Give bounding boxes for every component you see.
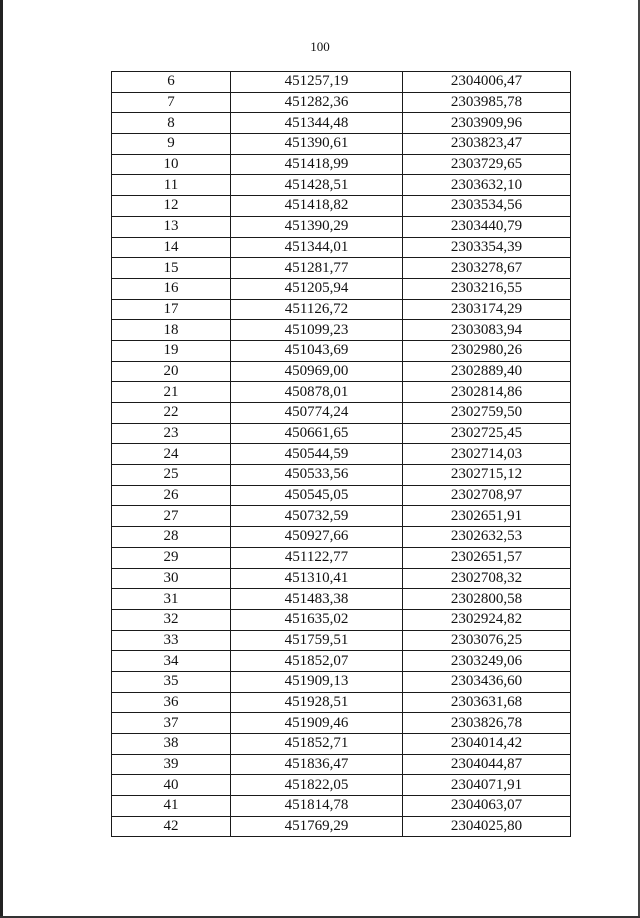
table-row (112, 423, 571, 444)
point-number-cell: 37 (112, 713, 231, 734)
point-number-cell: 23 (112, 423, 231, 444)
x-coordinate-cell: 451836,47 (231, 754, 403, 775)
x-coordinate-cell: 451635,02 (231, 609, 403, 630)
x-coordinate-cell: 450774,24 (231, 403, 403, 424)
y-coordinate-cell: 2303216,55 (403, 278, 571, 299)
y-coordinate-cell: 2303631,68 (403, 692, 571, 713)
y-coordinate-cell: 2303440,79 (403, 216, 571, 237)
table-row (112, 568, 571, 589)
x-coordinate-cell: 451043,69 (231, 340, 403, 361)
table-row (112, 278, 571, 299)
point-number-cell: 35 (112, 671, 231, 692)
x-coordinate-cell: 450732,59 (231, 506, 403, 527)
y-coordinate-cell: 2302759,50 (403, 403, 571, 424)
point-number-cell: 9 (112, 134, 231, 155)
table-row (112, 216, 571, 237)
point-number-cell: 28 (112, 527, 231, 548)
point-number-cell: 33 (112, 630, 231, 651)
table-row (112, 775, 571, 796)
x-coordinate-cell: 451390,29 (231, 216, 403, 237)
y-coordinate-cell: 2303826,78 (403, 713, 571, 734)
y-coordinate-cell: 2303823,47 (403, 134, 571, 155)
table-row (112, 382, 571, 403)
y-coordinate-cell: 2303249,06 (403, 651, 571, 672)
point-number-cell: 7 (112, 92, 231, 113)
y-coordinate-cell: 2303278,67 (403, 258, 571, 279)
table-row (112, 547, 571, 568)
x-coordinate-cell: 451344,01 (231, 237, 403, 258)
point-number-cell: 38 (112, 734, 231, 755)
y-coordinate-cell: 2304006,47 (403, 72, 571, 93)
x-coordinate-cell: 450545,05 (231, 485, 403, 506)
y-coordinate-cell: 2302632,53 (403, 527, 571, 548)
x-coordinate-cell: 451928,51 (231, 692, 403, 713)
y-coordinate-cell: 2302651,91 (403, 506, 571, 527)
y-coordinate-cell: 2303354,39 (403, 237, 571, 258)
point-number-cell: 26 (112, 485, 231, 506)
y-coordinate-cell: 2303076,25 (403, 630, 571, 651)
table-row (112, 237, 571, 258)
table-row (112, 361, 571, 382)
x-coordinate-cell: 451852,71 (231, 734, 403, 755)
table-row (112, 154, 571, 175)
x-coordinate-cell: 451428,51 (231, 175, 403, 196)
point-number-cell: 32 (112, 609, 231, 630)
y-coordinate-cell: 2302814,86 (403, 382, 571, 403)
y-coordinate-cell: 2304014,42 (403, 734, 571, 755)
y-coordinate-cell: 2302725,45 (403, 423, 571, 444)
point-number-cell: 40 (112, 775, 231, 796)
x-coordinate-cell: 451814,78 (231, 796, 403, 817)
y-coordinate-cell: 2303436,60 (403, 671, 571, 692)
y-coordinate-cell: 2303534,56 (403, 196, 571, 217)
y-coordinate-cell: 2304044,87 (403, 754, 571, 775)
point-number-cell: 8 (112, 113, 231, 134)
x-coordinate-cell: 451390,61 (231, 134, 403, 155)
coordinates-table-body (112, 72, 571, 837)
point-number-cell: 39 (112, 754, 231, 775)
table-row (112, 258, 571, 279)
table-row (112, 527, 571, 548)
table-row (112, 403, 571, 424)
page-edge-left (0, 0, 3, 918)
point-number-cell: 12 (112, 196, 231, 217)
table-row (112, 506, 571, 527)
point-number-cell: 17 (112, 299, 231, 320)
y-coordinate-cell: 2303174,29 (403, 299, 571, 320)
table-row (112, 796, 571, 817)
table-row (112, 609, 571, 630)
point-number-cell: 19 (112, 340, 231, 361)
table-row (112, 485, 571, 506)
x-coordinate-cell: 451822,05 (231, 775, 403, 796)
point-number-cell: 42 (112, 816, 231, 837)
y-coordinate-cell: 2302715,12 (403, 465, 571, 486)
point-number-cell: 10 (112, 154, 231, 175)
table-row (112, 713, 571, 734)
y-coordinate-cell: 2304025,80 (403, 816, 571, 837)
x-coordinate-cell: 450661,65 (231, 423, 403, 444)
y-coordinate-cell: 2302889,40 (403, 361, 571, 382)
point-number-cell: 16 (112, 278, 231, 299)
point-number-cell: 21 (112, 382, 231, 403)
y-coordinate-cell: 2303985,78 (403, 92, 571, 113)
x-coordinate-cell: 451483,38 (231, 589, 403, 610)
point-number-cell: 11 (112, 175, 231, 196)
table-row (112, 816, 571, 837)
x-coordinate-cell: 451099,23 (231, 320, 403, 341)
x-coordinate-cell: 451126,72 (231, 299, 403, 320)
x-coordinate-cell: 450544,59 (231, 444, 403, 465)
table-row (112, 651, 571, 672)
point-number-cell: 34 (112, 651, 231, 672)
y-coordinate-cell: 2302924,82 (403, 609, 571, 630)
y-coordinate-cell: 2304071,91 (403, 775, 571, 796)
table-row (112, 72, 571, 93)
point-number-cell: 18 (112, 320, 231, 341)
table-row (112, 299, 571, 320)
table-row (112, 754, 571, 775)
point-number-cell: 25 (112, 465, 231, 486)
table-row (112, 320, 571, 341)
y-coordinate-cell: 2303632,10 (403, 175, 571, 196)
x-coordinate-cell: 450927,66 (231, 527, 403, 548)
y-coordinate-cell: 2302714,03 (403, 444, 571, 465)
x-coordinate-cell: 450878,01 (231, 382, 403, 403)
y-coordinate-cell: 2302708,97 (403, 485, 571, 506)
y-coordinate-cell: 2304063,07 (403, 796, 571, 817)
x-coordinate-cell: 451310,41 (231, 568, 403, 589)
point-number-cell: 29 (112, 547, 231, 568)
table-row (112, 734, 571, 755)
x-coordinate-cell: 451122,77 (231, 547, 403, 568)
table-row (112, 671, 571, 692)
x-coordinate-cell: 451257,19 (231, 72, 403, 93)
point-number-cell: 36 (112, 692, 231, 713)
point-number-cell: 15 (112, 258, 231, 279)
x-coordinate-cell: 450969,00 (231, 361, 403, 382)
table-row (112, 113, 571, 134)
table-row (112, 196, 571, 217)
point-number-cell: 22 (112, 403, 231, 424)
point-number-cell: 20 (112, 361, 231, 382)
y-coordinate-cell: 2303729,65 (403, 154, 571, 175)
point-number-cell: 24 (112, 444, 231, 465)
x-coordinate-cell: 451909,46 (231, 713, 403, 734)
x-coordinate-cell: 451418,82 (231, 196, 403, 217)
x-coordinate-cell: 451281,77 (231, 258, 403, 279)
x-coordinate-cell: 451205,94 (231, 278, 403, 299)
table-row (112, 340, 571, 361)
y-coordinate-cell: 2302708,32 (403, 568, 571, 589)
table-row (112, 92, 571, 113)
table-row (112, 465, 571, 486)
x-coordinate-cell: 451418,99 (231, 154, 403, 175)
y-coordinate-cell: 2302800,58 (403, 589, 571, 610)
table-row (112, 589, 571, 610)
point-number-cell: 41 (112, 796, 231, 817)
x-coordinate-cell: 451282,36 (231, 92, 403, 113)
x-coordinate-cell: 451769,29 (231, 816, 403, 837)
y-coordinate-cell: 2302651,57 (403, 547, 571, 568)
x-coordinate-cell: 451852,07 (231, 651, 403, 672)
point-number-cell: 6 (112, 72, 231, 93)
table-row (112, 444, 571, 465)
x-coordinate-cell: 451759,51 (231, 630, 403, 651)
table-row (112, 175, 571, 196)
y-coordinate-cell: 2302980,26 (403, 340, 571, 361)
point-number-cell: 13 (112, 216, 231, 237)
table-row (112, 630, 571, 651)
x-coordinate-cell: 451344,48 (231, 113, 403, 134)
x-coordinate-cell: 450533,56 (231, 465, 403, 486)
point-number-cell: 30 (112, 568, 231, 589)
x-coordinate-cell: 451909,13 (231, 671, 403, 692)
y-coordinate-cell: 2303083,94 (403, 320, 571, 341)
page-number: 100 (310, 39, 330, 54)
y-coordinate-cell: 2303909,96 (403, 113, 571, 134)
point-number-cell: 27 (112, 506, 231, 527)
table-row (112, 692, 571, 713)
table-row (112, 134, 571, 155)
point-number-cell: 14 (112, 237, 231, 258)
point-number-cell: 31 (112, 589, 231, 610)
coordinates-table (111, 71, 571, 837)
